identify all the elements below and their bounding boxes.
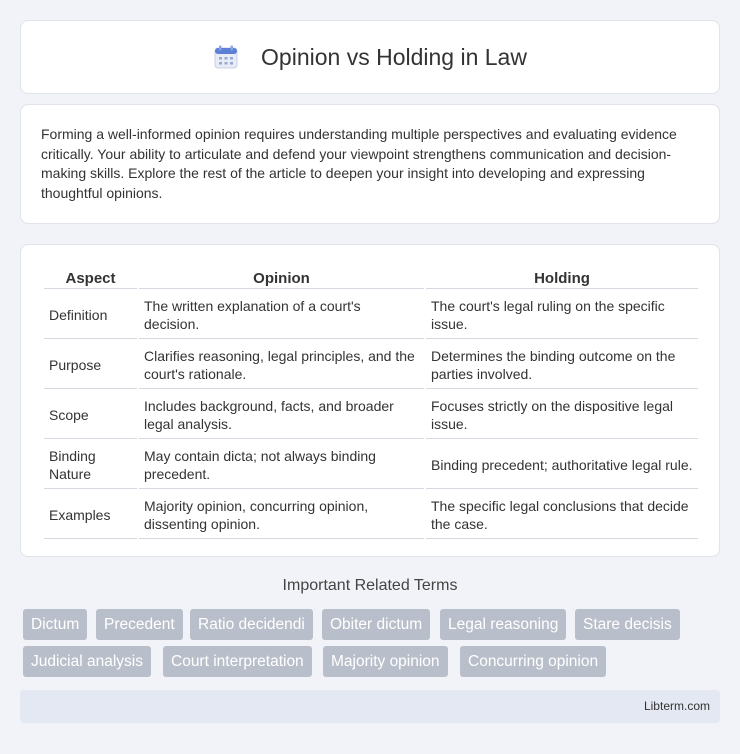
table-header-row bbox=[44, 267, 698, 289]
column-header-aspect: Aspect bbox=[44, 267, 137, 289]
row-holding: Determines the binding outcome on the parties involved. bbox=[426, 341, 698, 389]
comparison-table-card bbox=[20, 244, 720, 557]
footer bbox=[20, 690, 720, 723]
footer-site-link[interactable]: Libterm.com bbox=[643, 699, 710, 713]
header bbox=[213, 44, 527, 71]
header-card bbox=[20, 20, 720, 94]
row-holding: Focuses strictly on the dispositive legal issue. bbox=[426, 391, 698, 439]
tag-judicial-analysis[interactable]: Judicial analysis bbox=[23, 646, 151, 677]
table-row bbox=[44, 491, 698, 539]
row-aspect: Definition bbox=[44, 291, 137, 339]
column-header-opinion: Opinion bbox=[139, 267, 424, 289]
row-aspect: Scope bbox=[44, 391, 137, 439]
tag-majority-opinion[interactable]: Majority opinion bbox=[323, 646, 448, 677]
row-opinion: May contain dicta; not always binding precedent. bbox=[139, 441, 424, 489]
intro-text: Forming a well-informed opinion requires understanding multiple perspectives and evaluating evidence critically. Your ability to articulate and defend your viewpoint strengthens communication and decision-making skills. Explore the rest of the article to deepen your insight into developing and expressing thoughtful opinions. bbox=[41, 126, 677, 201]
row-opinion: Includes background, facts, and broader legal analysis. bbox=[139, 391, 424, 439]
page-title: Opinion vs Holding in Law bbox=[261, 43, 527, 70]
tag-concurring-opinion[interactable]: Concurring opinion bbox=[460, 646, 606, 677]
tag-stare-decisis[interactable]: Stare decisis bbox=[575, 609, 680, 640]
row-holding: Binding precedent; authoritative legal rule. bbox=[426, 441, 698, 489]
table-row bbox=[44, 341, 698, 389]
row-opinion: The written explanation of a court's decision. bbox=[139, 291, 424, 339]
tag-court-interpretation[interactable]: Court interpretation bbox=[163, 646, 312, 677]
row-holding: The court's legal ruling on the specific issue. bbox=[426, 291, 698, 339]
related-terms-title: Important Related Terms bbox=[282, 577, 458, 594]
column-header-holding: Holding bbox=[426, 267, 698, 289]
tag-precedent[interactable]: Precedent bbox=[96, 609, 183, 640]
tag-legal-reasoning[interactable]: Legal reasoning bbox=[440, 609, 566, 640]
row-aspect: Examples bbox=[44, 491, 137, 539]
comparison-table bbox=[42, 265, 700, 541]
row-aspect: Purpose bbox=[44, 341, 137, 389]
table-row bbox=[44, 391, 698, 439]
intro-card bbox=[20, 104, 720, 224]
table-row bbox=[44, 291, 698, 339]
tag-dictum[interactable]: Dictum bbox=[23, 609, 87, 640]
row-opinion: Clarifies reasoning, legal principles, and the court's rationale. bbox=[139, 341, 424, 389]
row-aspect: Binding Nature bbox=[44, 441, 137, 489]
tag-obiter-dictum[interactable]: Obiter dictum bbox=[322, 609, 430, 640]
tag-ratio-decidendi[interactable]: Ratio decidendi bbox=[190, 609, 313, 640]
table-row bbox=[44, 441, 698, 489]
row-holding: The specific legal conclusions that decide the case. bbox=[426, 491, 698, 539]
row-opinion: Majority opinion, concurring opinion, dissenting opinion. bbox=[139, 491, 424, 539]
calendar-icon bbox=[213, 44, 239, 70]
